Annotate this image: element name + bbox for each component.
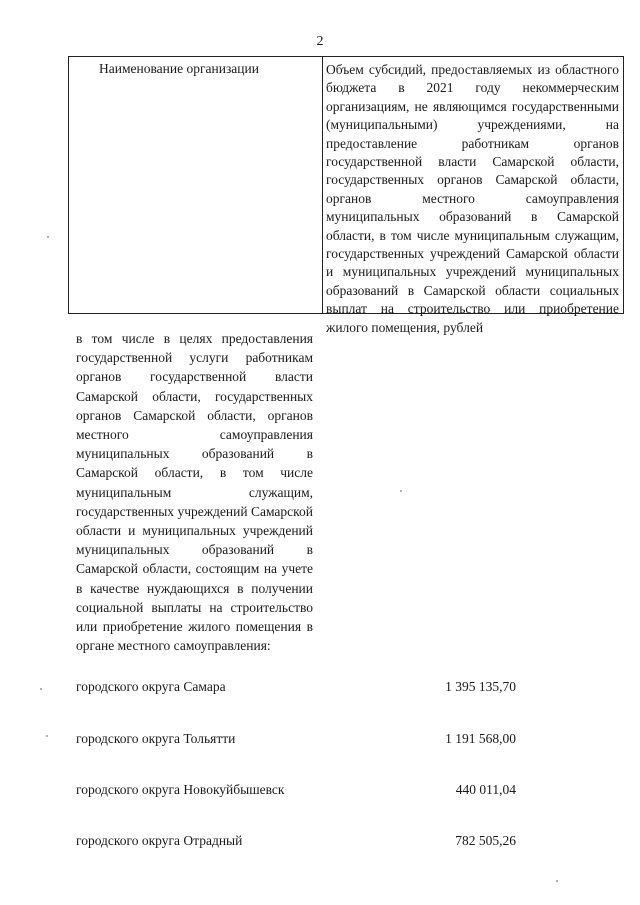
row-amount: 782 505,26 — [455, 833, 516, 848]
scan-speck — [400, 490, 402, 492]
row-label: городского округа Новокуйбышевск — [76, 782, 285, 797]
row-amount: 1 191 568,00 — [445, 731, 516, 746]
list-item — [76, 833, 516, 853]
page-number: 2 — [316, 34, 324, 49]
row-label: городского округа Отрадный — [76, 833, 243, 848]
header-table — [68, 56, 624, 335]
column-header-subsidy-volume: Объем субсидий, предоставляемых из областного бюджета в 2021 году некоммерческим организациям, не являющимся государственными (муниципальными) учреждениями, на предоставление работникам органов государственной власти Самарской области, государственных органов Самарской области, органов местного самоуправления муниципальных образований в Самарской области, в том числе муниципальным служащим, государственных учреждений Самарской области и муниципальных учреждений муниципальных образований в Самарской области социальных выплат на строительство или приобретение жилого помещения, рублей — [326, 62, 619, 335]
column-header-organization: Наименование организации — [99, 61, 259, 76]
row-amount: 1 395 135,70 — [445, 679, 516, 694]
row-label: городского округа Тольятти — [76, 731, 236, 746]
intro-paragraph: в том числе в целях предоставления государственной услуги работникам органов государственной власти Самарской области, государственных органов Самарской области, органов местного самоуправления муниципальных образований в Самарской области, в том числе муниципальным служащим, государственных учреждений Самарской области и муниципальных учреждений муниципальных образований в Самарской области, состоящим на учете в качестве нуждающихся в получении социальной выплаты на строительство или приобретение жилого помещения в органе местного самоуправления: — [76, 331, 313, 654]
row-amount: 440 011,04 — [455, 782, 516, 797]
scan-speck — [40, 688, 42, 690]
list-item — [76, 782, 516, 802]
scan-speck — [556, 880, 558, 882]
column-divider — [322, 57, 323, 313]
row-label: городского округа Самара — [76, 679, 226, 694]
list-item — [76, 679, 516, 699]
scan-speck — [47, 236, 49, 238]
scan-speck — [46, 735, 48, 737]
list-item — [76, 731, 516, 751]
